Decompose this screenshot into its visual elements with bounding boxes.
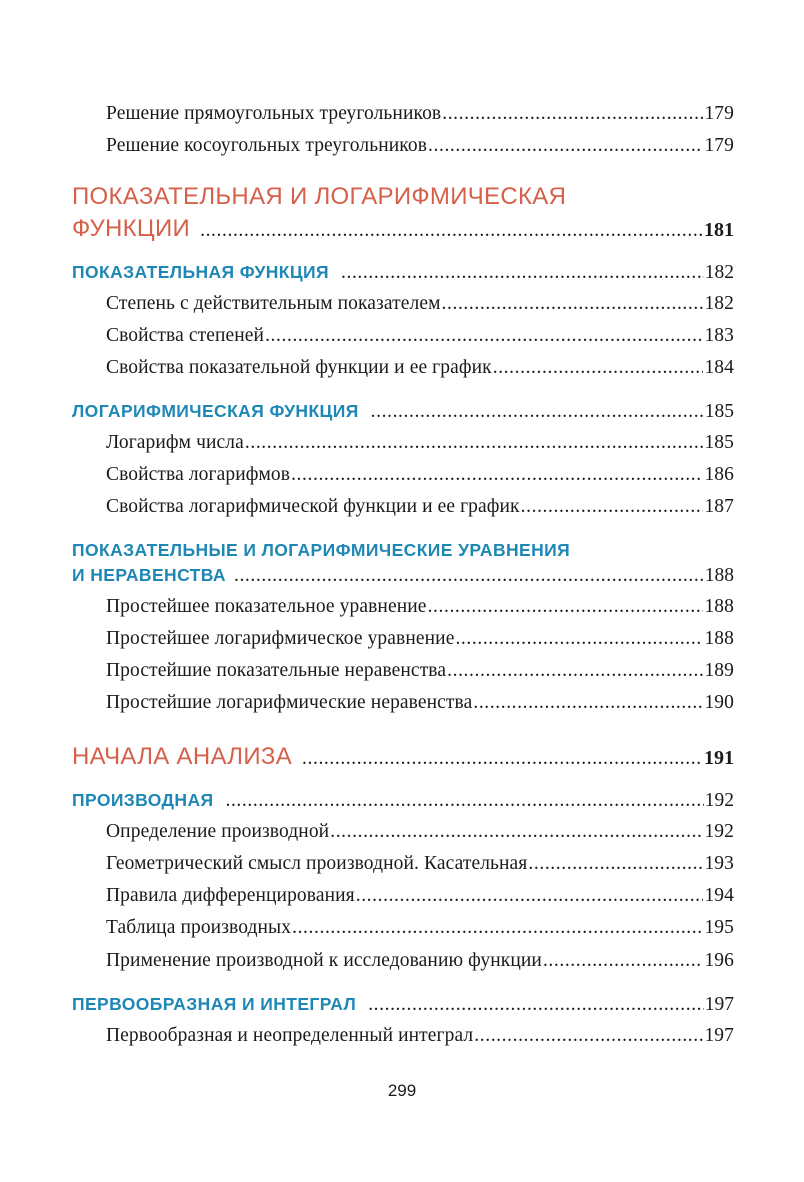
section-entry[interactable] (72, 790, 734, 812)
chapter-title-line2: ФУНКЦИИ (72, 215, 191, 242)
entry-page: 187 (704, 496, 734, 517)
entry-page: 182 (704, 293, 734, 314)
toc-entry[interactable] (106, 103, 734, 125)
entry-title: Применение производной к исследованию функции (106, 950, 542, 971)
section-title-line2: И НЕРАВЕНСТВА (72, 565, 226, 585)
entry-page: 188 (704, 596, 734, 617)
entry-title: Свойства показательной функции и ее график (106, 357, 492, 378)
toc-entry[interactable] (106, 853, 734, 875)
chapter-page: 181 (704, 219, 734, 241)
entry-title: Логарифм числа (106, 432, 244, 453)
leader-dots (428, 135, 703, 157)
entry-page: 192 (704, 821, 734, 842)
leader-dots (493, 357, 704, 379)
entry-title: Простейшие логарифмические неравенства (106, 692, 473, 713)
entry-title: Правила дифференцирования (106, 885, 355, 906)
entry-page: 184 (704, 357, 734, 378)
toc-entry[interactable] (106, 432, 734, 454)
entry-title: Решение косоугольных треугольников (106, 135, 428, 156)
page-number: 299 (387, 1081, 417, 1100)
leader-dots (447, 660, 703, 682)
entry-title: Свойства логарифмической функции и ее график (106, 496, 520, 517)
leader-dots (474, 1025, 703, 1047)
section-page: 197 (704, 994, 734, 1015)
section-entry[interactable] (72, 401, 734, 423)
entry-title: Простейшее показательное уравнение (106, 596, 427, 617)
chapter-entry[interactable] (72, 215, 734, 243)
section-title-line1: ПОКАЗАТЕЛЬНЫЕ И ЛОГАРИФМИЧЕСКИЕ УРАВНЕНИЯ (72, 540, 571, 560)
toc-entry[interactable] (106, 1025, 734, 1047)
entry-title: Геометрический смысл производной. Касательная (106, 853, 528, 874)
toc-entry[interactable] (106, 596, 734, 618)
leader-dots (368, 994, 704, 1016)
section-page: 185 (704, 401, 734, 422)
entry-title: Степень с действительным показателем (106, 293, 441, 314)
section-title: ПЕРВООБРАЗНАЯ И ИНТЕГРАЛ (72, 994, 357, 1014)
entry-page: 195 (704, 917, 734, 938)
entry-title: Простейшие показательные неравенства (106, 660, 447, 681)
section-entry[interactable] (72, 565, 734, 587)
leader-dots (292, 917, 703, 939)
entry-title: Определение производной (106, 821, 330, 842)
entry-page: 194 (704, 885, 734, 906)
entry-page: 193 (704, 853, 734, 874)
leader-dots (521, 496, 704, 518)
entry-page: 179 (704, 103, 734, 124)
leader-dots (225, 790, 703, 812)
entry-page: 188 (704, 628, 734, 649)
entry-page: 196 (704, 950, 734, 971)
leader-dots (341, 262, 704, 284)
leader-dots (245, 432, 704, 454)
entry-page: 179 (704, 135, 734, 156)
entry-title: Первообразная и неопределенный интеграл (106, 1025, 474, 1046)
toc-entry[interactable] (106, 692, 734, 714)
toc-entry[interactable] (106, 950, 734, 972)
chapter-title: НАЧАЛА АНАЛИЗА (72, 743, 293, 770)
entry-page: 183 (704, 325, 734, 346)
leader-dots (442, 103, 703, 125)
leader-dots (330, 821, 703, 843)
leader-dots (455, 628, 703, 650)
leader-dots (442, 293, 704, 315)
leader-dots (473, 692, 703, 714)
section-page: 182 (704, 262, 734, 283)
leader-dots (356, 885, 704, 907)
chapter-title-line1: ПОКАЗАТЕЛЬНАЯ И ЛОГАРИФМИЧЕСКАЯ (72, 183, 567, 210)
leader-dots (528, 853, 703, 875)
section-page: 192 (704, 790, 734, 811)
entry-title: Свойства степеней (106, 325, 265, 346)
leader-dots (200, 220, 703, 242)
toc-entry[interactable] (106, 135, 734, 157)
leader-dots (234, 565, 704, 587)
entry-title: Решение прямоугольных треугольников (106, 103, 442, 124)
toc-entry[interactable] (106, 660, 734, 682)
toc-entry[interactable] (106, 464, 734, 486)
section-title: ПОКАЗАТЕЛЬНАЯ ФУНКЦИЯ (72, 262, 329, 282)
leader-dots (428, 596, 704, 618)
section-title: ПРОИЗВОДНАЯ (72, 790, 214, 810)
entry-page: 189 (704, 660, 734, 681)
chapter-page: 191 (704, 747, 734, 769)
toc-entry[interactable] (106, 293, 734, 315)
entry-title: Таблица производных (106, 917, 292, 938)
toc-entry[interactable] (106, 628, 734, 650)
leader-dots (302, 748, 703, 770)
leader-dots (543, 950, 704, 972)
section-entry[interactable] (72, 994, 734, 1016)
section-entry[interactable] (72, 262, 734, 284)
toc-entry[interactable] (106, 917, 734, 939)
toc-entry[interactable] (106, 357, 734, 379)
toc-entry[interactable] (106, 885, 734, 907)
toc-entry[interactable] (106, 821, 734, 843)
leader-dots (371, 401, 704, 423)
toc-entry[interactable] (106, 325, 734, 347)
entry-title: Простейшее логарифмическое уравнение (106, 628, 455, 649)
leader-dots (265, 325, 703, 347)
toc-entry[interactable] (106, 496, 734, 518)
chapter-entry[interactable] (72, 743, 734, 771)
entry-page: 186 (704, 464, 734, 485)
entry-page: 197 (704, 1025, 734, 1046)
leader-dots (291, 464, 703, 486)
entry-title: Свойства логарифмов (106, 464, 291, 485)
section-page: 188 (704, 565, 734, 586)
entry-page: 190 (704, 692, 734, 713)
section-title: ЛОГАРИФМИЧЕСКАЯ ФУНКЦИЯ (72, 401, 359, 421)
entry-page: 185 (704, 432, 734, 453)
